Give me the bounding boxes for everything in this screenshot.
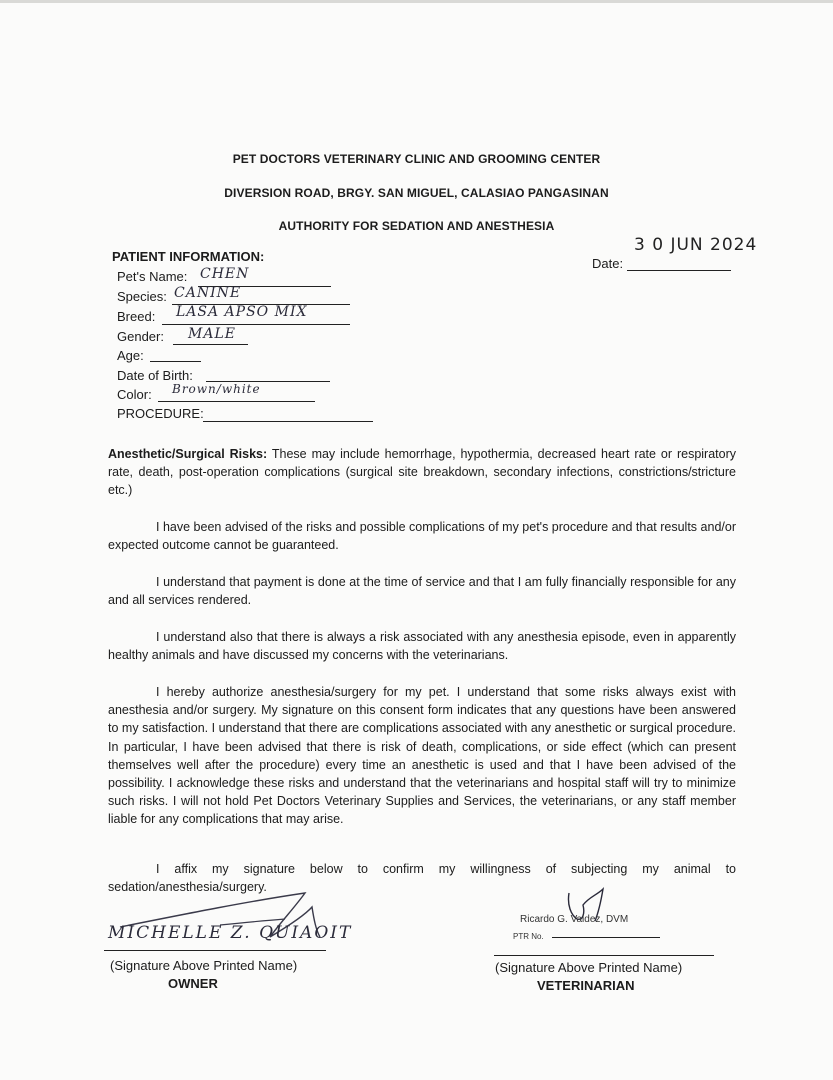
paragraph-authorize: I hereby authorize anesthesia/surgery for my pet. I understand that some risks always exist with anesthesia and/or surgery. My signature on this consent form indicates that any questions have been answered to my satisfaction. I understand that there are complications associated with any anesthetic or surgical procedure. In particular, I have been advised that there is risk of death, complications, or side effect (which can present themselves well after the procedure) every time an anesthetic is used and that I have been advised of the possibility. I acknowledge these risks and understand that the veterinarians and hospital staff will try to minimize such risks. I will not hold Pet Doctors Veterinary Supplies and Services, the veterinarians, or any staff member liable for any complications that may arise. [108,685,736,827]
paragraph-payment: I understand that payment is done at the time of service and that I am fully financially responsible for any and all services rendered. [108,575,736,608]
date-label: Date: [592,256,624,271]
paragraph-affix-signature: I affix my signature below to confirm my willingness of subjecting my animal to sedation/anesthesia/surgery. [108,862,736,895]
risks-text: These may include hemorrhage, hypothermia, decreased heart rate or respiratory rate, death, post-operation complications (surgical site breakdown, secondary infections, constrictions/stricture etc.) [108,447,736,498]
clinic-name: PET DOCTORS VETERINARY CLINIC AND GROOMING CENTER [232,152,601,166]
risks-heading: Anesthetic/Surgical Risks: [108,447,268,461]
gender-label: Gender: [117,329,164,344]
owner-signature-caption: (Signature Above Printed Name) [110,958,298,973]
risks-paragraph [108,445,736,500]
age-label: Age: [117,348,144,363]
date-line [627,270,731,271]
paragraph-risk-episode: I understand also that there is always a risk associated with any anesthesia episode, even in apparently healthy animals and have discussed my concerns with the veterinarians. [108,630,736,663]
patient-info-title: PATIENT INFORMATION: [112,249,265,264]
page-edge [0,0,833,3]
vet-ptr-label: PTR No. [513,932,544,941]
owner-role: OWNER [168,976,218,991]
breed-line [162,324,350,325]
vet-role: VETERINARIAN [537,978,635,993]
clinic-address: DIVERSION ROAD, BRGY. SAN MIGUEL, CALASIAO PANGASINAN [224,186,609,200]
pet-name-label: Pet's Name: [117,269,188,284]
gender-value: MALE [188,326,236,342]
color-label: Color: [117,387,152,402]
color-value: Brown/white [172,382,261,396]
color-line [158,401,315,402]
vet-signature-line [494,955,714,956]
procedure-label: PROCEDURE: [117,406,204,421]
vet-signature-caption: (Signature Above Printed Name) [495,960,683,975]
breed-label: Breed: [117,309,156,324]
dob-label: Date of Birth: [117,368,193,383]
vet-name: Ricardo G. Valdez, DVM [520,914,629,925]
form-title: AUTHORITY FOR SEDATION AND ANESTHESIA [278,219,555,233]
procedure-line [203,421,373,422]
species-value: CANINE [174,285,242,301]
date-stamp: 3 0 JUN 2024 [634,235,758,255]
paragraph-advised: I have been advised of the risks and possible complications of my pet's procedure and that results and/or expected outcome cannot be guaranteed. [108,520,736,553]
owner-printed-name: MICHELLE Z. QUIAOIT [108,923,353,943]
age-line [150,361,201,362]
pet-name-value: CHEN [200,266,250,282]
species-label: Species: [117,289,167,304]
gender-line [173,344,248,345]
ptr-line [552,937,660,938]
owner-signature-line [104,950,326,951]
breed-value: LASA APSO MIX [176,304,308,320]
